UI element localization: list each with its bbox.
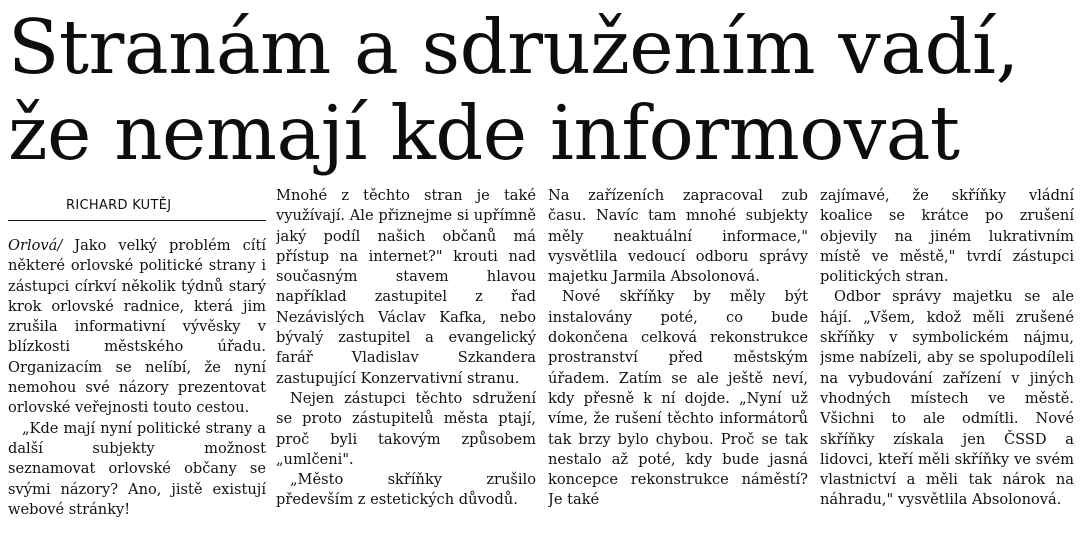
- headline: [8, 4, 1072, 176]
- paragraph: Nové skříňky by měly být instalovány poté, co bude dokončena celková rekonstrukce prostranství před městským úřadem. Zatím se ale ještě neví, kdy přesně k ní dojde. „Nyní už víme, že rušení těchto informátorů tak brzy bylo chybou. Proč se tak nestalo až poté, kdy bude jasná koncepce rekonstrukce náměstí? Je také: [548, 288, 808, 509]
- byline-rule: [8, 220, 266, 221]
- paragraph: Nejen zástupci těchto sdružení se proto zástupitelů města ptají, proč byli takovým způsobem „umlčeni".: [276, 389, 536, 468]
- paragraph: Odbor správy majetku se ale hájí. „Všem, kdož měli zrušené skříňky v symbolickém nájmu, jsme nabízeli, aby se spolupodíleli na vybudování zařízení v jiných vhodných místech ve městě. Všichni to ale odmítli. Nové skříňky získala jen ČSSD a lidovci, kteří měli skříňky ve svém vlastnictví a měli tak nárok na náhradu," vysvětlila Absolonová.: [820, 288, 1074, 509]
- paragraph: „Kde mají nyní politické strany a další subjekty možnost seznamovat orlovské občany se svými názory? Ano, jistě existují webové stránky!: [8, 419, 266, 518]
- paragraph: [8, 236, 266, 419]
- paragraph: Mnohé z těchto stran je také využívají. Ale přiznejme si upřímně jaký podíl našich občanů má přístup na internet?" krouti nad současným stavem hlavou například zastupitel z řad Nezávislých Václav Kafka, nebo bývalý zastupitel a evangelický farář Vladislav Szkandera zastupující Konzervativní stranu.: [276, 187, 536, 387]
- paragraph: Na zařízeních zapracoval zub času. Navíc tam mnohé subjekty měly neaktuální informace," vysvětlila vedoucí odboru správy majetku Jarmila Absolonová.: [548, 187, 808, 286]
- headline-line-1: Stranám a sdružením vadí,: [8, 3, 1019, 91]
- paragraph-text: Jako velký problém cítí některé orlovské politické strany i zástupci církví několik týdnů starý krok orlovské radnice, která jim zrušila informativní vývěsky v blízkosti městského úřadu. Organizacím se nelíbí, že nyní nemohou své názory prezentovat orlovské veřejnosti touto cestou.: [8, 237, 266, 417]
- article-column-3: [548, 186, 808, 546]
- byline: RICHARD KUTĚJ: [66, 198, 172, 213]
- paragraph: zajímavé, že skříňky vládní koalice se krátce po zrušení objevily na jiném lukrativním místě ve městě," tvrdí zástupci politických stran.: [820, 187, 1074, 286]
- headline-line-2: že nemají kde informovat: [8, 89, 960, 177]
- paragraph: „Město skříňky zrušilo především z estetických důvodů.: [276, 471, 536, 509]
- dateline-place: Orlová/: [8, 237, 63, 254]
- article-column-4: [820, 186, 1074, 546]
- article-column-1: [8, 236, 266, 552]
- article-column-2: [276, 186, 536, 546]
